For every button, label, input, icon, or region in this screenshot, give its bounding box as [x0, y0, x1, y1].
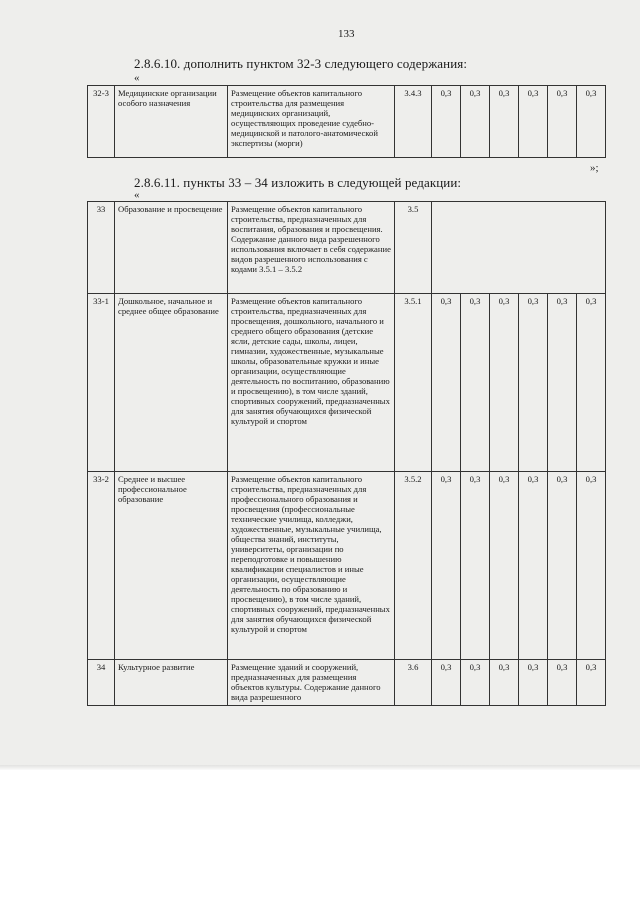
- coefficient-cell: 0,3: [432, 472, 461, 660]
- use-name-cell: Образование и просвещение: [115, 202, 228, 294]
- row-number-cell: 33: [88, 202, 115, 294]
- open-quote: «: [134, 72, 140, 84]
- amendment-table-33-34: [87, 201, 606, 706]
- coefficient-cell: 0,3: [519, 660, 548, 706]
- coefficient-cell: 0,3: [490, 86, 519, 158]
- coefficient-cell: 0,3: [577, 472, 606, 660]
- row-number-cell: 34: [88, 660, 115, 706]
- use-code-cell: 3.5: [395, 202, 432, 294]
- use-code-cell: 3.6: [395, 660, 432, 706]
- table-row: [88, 86, 606, 158]
- coefficient-cell: 0,3: [577, 294, 606, 472]
- coefficient-cell: 0,3: [577, 660, 606, 706]
- coefficient-cell: 0,3: [519, 86, 548, 158]
- coefficient-cell: 0,3: [548, 86, 577, 158]
- scan-edge: [0, 765, 640, 770]
- open-quote: «: [134, 189, 140, 201]
- coefficient-cell: 0,3: [461, 660, 490, 706]
- row-number-cell: 32-3: [88, 86, 115, 158]
- coefficient-cell: 0,3: [490, 660, 519, 706]
- table-row: [88, 660, 606, 706]
- coefficient-cell: 0,3: [432, 660, 461, 706]
- use-name-cell: Медицинские организации особого назначения: [115, 86, 228, 158]
- coefficient-cell: 0,3: [432, 294, 461, 472]
- use-code-cell: 3.4.3: [395, 86, 432, 158]
- coefficient-cell: 0,3: [548, 660, 577, 706]
- use-description-cell: Размещение объектов капитального строительства, предназначенных для профессионального образования и просвещения (профессиональные технические училища, колледжи, художественные, музыкальные училища, общества знаний, институты, университеты, организации по переподготовке и повышению квалификации специалистов и иные организации, осуществляющие деятельность по образованию и просвещению), в том числе зданий, спортивных сооружений, предназначенных для занятия обучающихся физической культурой и спортом: [228, 472, 395, 660]
- use-code-cell: 3.5.2: [395, 472, 432, 660]
- use-description-cell: Размещение зданий и сооружений, предназначенных для размещения объектов культуры. Содержание данного вида разрешенного: [228, 660, 395, 706]
- use-description-cell: Размещение объектов капитального строительства, предназначенных для воспитания, образования и просвещения. Содержание данного вида разрешенного использования включает в себя содержание видов разрешенного использования с кодами 3.5.1 – 3.5.2: [228, 202, 395, 294]
- table-row: [88, 472, 606, 660]
- coefficient-cell: 0,3: [548, 472, 577, 660]
- close-quote-semicolon: »;: [590, 162, 599, 174]
- coefficient-cell: 0,3: [432, 86, 461, 158]
- coefficient-cell: 0,3: [490, 472, 519, 660]
- table-row: [88, 202, 606, 294]
- use-name-cell: Среднее и высшее профессиональное образование: [115, 472, 228, 660]
- coefficient-cell: 0,3: [548, 294, 577, 472]
- use-description-cell: Размещение объектов капитального строительства для размещения медицинских организаций, осуществляющих проведение судебно-медицинской и патолого-анатомической экспертизы (морги): [228, 86, 395, 158]
- amendment-table-32-3: [87, 85, 606, 158]
- row-number-cell: 33-2: [88, 472, 115, 660]
- use-name-cell: Дошкольное, начальное и среднее общее образование: [115, 294, 228, 472]
- section-heading-2-8-6-10: 2.8.6.10. дополнить пунктом 32-3 следующего содержания:: [134, 56, 468, 71]
- use-code-cell: 3.5.1: [395, 294, 432, 472]
- row-number-cell: 33-1: [88, 294, 115, 472]
- coefficient-cell: 0,3: [490, 294, 519, 472]
- use-name-cell: Культурное развитие: [115, 660, 228, 706]
- coefficient-cell: 0,3: [461, 472, 490, 660]
- page-number: 133: [338, 28, 355, 40]
- coefficient-cell: 0,3: [519, 472, 548, 660]
- use-description-cell: Размещение объектов капитального строительства, предназначенных для просвещения, дошкольного, начального и среднего общего образования (детские ясли, детские сады, школы, лицеи, гимназии, художественные, музыкальные школы, образовательные кружки и иные организации, осуществляющие деятельность по воспитанию, образованию и просвещению), в том числе зданий, спортивных сооружений, предназначенных для занятия обучающихся физической культурой и спортом: [228, 294, 395, 472]
- table-row: [88, 294, 606, 472]
- coefficient-cell: 0,3: [577, 86, 606, 158]
- coefficient-cell: 0,3: [461, 86, 490, 158]
- coefficient-cell: 0,3: [461, 294, 490, 472]
- coefficient-cell: 0,3: [519, 294, 548, 472]
- section-heading-2-8-6-11: 2.8.6.11. пункты 33 – 34 изложить в следующей редакции:: [134, 175, 462, 190]
- empty-values-cell: [432, 202, 606, 294]
